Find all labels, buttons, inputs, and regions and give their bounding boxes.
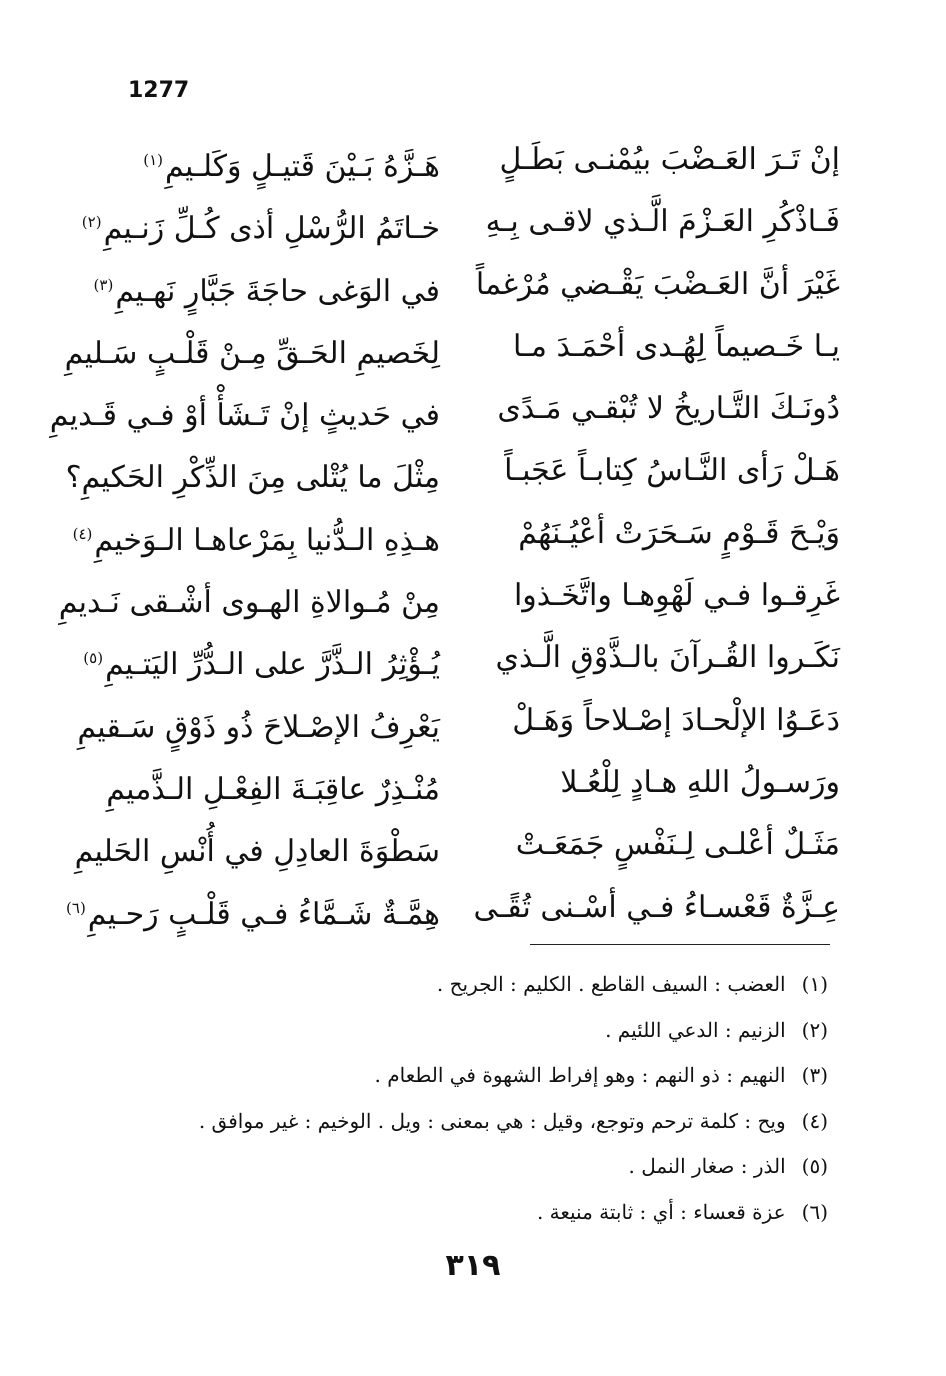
footnote-number: (٢) [801, 1017, 828, 1042]
verse-second-hemistich [120, 138, 440, 189]
verse-text: سَطْوَةَ العادِلِ في أُنْسِ الحَليمِ [74, 834, 440, 870]
footnotes [128, 962, 828, 1236]
verse-first-hemistich: يـا خَـصيماً لِهُـدى أحْمَـدَ مـا [512, 328, 840, 364]
footnote-ref: (٢) [81, 213, 102, 232]
footnote-number: (٣) [801, 1063, 828, 1088]
footnote-ref: (١) [143, 151, 164, 169]
verse-first-hemistich: دُونَـكَ التَّـاريخُ لا تُبْقـي مَـدًى [497, 391, 840, 427]
verse-second-hemistich [93, 263, 440, 314]
verse-row [74, 817, 840, 879]
verse-row [64, 319, 840, 381]
verse-second-hemistich [106, 761, 440, 812]
verse-text: في حَديثٍ إنْ تَـشَأْ أوْ فـي قَـديمِ [49, 398, 440, 434]
header-page-number: 1277 [128, 78, 190, 103]
footnote [128, 962, 828, 1008]
verse-text: في الوَغى حاجَةَ جَبَّارٍ نَهـيمِ [115, 273, 440, 309]
footnote-number: (٦) [801, 1199, 828, 1224]
verse-first-hemistich: دَعَـوُا الإلْحـادَ إصْـلاحاً وَهَـلْ [512, 702, 840, 738]
footnote-text: عزة قعساء : أي : ثابتة منيعة . [536, 1199, 786, 1224]
verse-second-hemistich [74, 823, 440, 874]
verse-text: هِمَّـةٌ شَـمَّاءُ فـي قَلْـبٍ رَحـيمِ [87, 896, 440, 932]
verse-first-hemistich: إنْ تَـرَ العَـضْبَ بيُمْنـى بَطَـلٍ [499, 142, 840, 177]
footnote-text: الزنيم : الدعي اللئيم . [605, 1017, 786, 1042]
verse-second-hemistich [66, 886, 440, 937]
verse-text: مُنْـذِرٌ عاقِبَـةَ الفِعْـلِ الـذَّميمِ [106, 771, 440, 807]
verse-second-hemistich [81, 200, 440, 251]
verse-first-hemistich: وَيْـحَ قَـوْمٍ سَـحَرَتْ أعْيُـنَهُمْ [518, 515, 840, 551]
footnote-ref: (٦) [66, 898, 86, 917]
verse-row [58, 568, 840, 630]
verse-second-hemistich [64, 325, 440, 376]
footnote [128, 1144, 828, 1190]
footnote [128, 1008, 828, 1054]
verse-second-hemistich [77, 699, 440, 750]
verse-text: هـذِهِ الـدُّنيا بِمَرْعاهـا الـوَخيمِ [94, 522, 440, 558]
verse-second-hemistich [65, 449, 440, 500]
verse-text: يُـؤْثِرُ الـذَّرَّ على الـدُّرِّ اليَتـيمِ [105, 647, 440, 683]
verse-row [81, 194, 840, 256]
footnote-number: (٥) [801, 1154, 828, 1179]
verse-text: هَـزَّهُ بَـيْنَ قَتيـلٍ وَكَلـيمِ [165, 149, 440, 184]
footnote-number: (٤) [801, 1108, 828, 1133]
footnote [128, 1190, 828, 1236]
footnote-ref: (٤) [72, 524, 93, 543]
verse-text: خـاتَمُ الرُّسْلِ أذى كُـلِّ زَنـيمِ [103, 211, 440, 247]
verse-row [77, 693, 840, 755]
verse-first-hemistich: نَكَـروا القُـرآنَ بالـذَّوْقِ الَّـذي [495, 640, 840, 676]
footnote-number: (١) [801, 972, 828, 996]
footnote-text: ويح : كلمة ترحم وتوجع، وقيل : هي بمعنى : ويل . الوخيم : غير موافق . [198, 1108, 786, 1133]
verse-first-hemistich: غَيْرَ أنَّ العَـضْبَ يَقْـضي مُرْغماً [475, 266, 840, 302]
footnote-text: النهيم : ذو النهم : وهو إفراط الشهوة في الطعام . [374, 1063, 786, 1088]
verse-first-hemistich: غَرِقـوا فـي لَهْوِهـا واتَّخَـذوا [513, 578, 840, 614]
footnote [128, 1053, 828, 1099]
footer-page-number: ٣١٩ [445, 1248, 501, 1283]
verse-row [72, 506, 840, 568]
footnote-ref: (٣) [93, 275, 114, 294]
verse-text: مِثْلَ ما يُتْلى مِنَ الذِّكْرِ الحَكيمِ؟ [65, 460, 440, 496]
verse-first-hemistich: هَـلْ رَأى النَّـاسُ كِتابـاً عَجَبـاً [504, 453, 840, 489]
footnote-text: العضب : السيف القاطع . الكليم : الجريح . [436, 972, 786, 996]
verse-first-hemistich: عِـزَّةٌ قَعْسـاءُ فـي أسْـنى تُقًـى [473, 889, 840, 925]
verse-second-hemistich [83, 636, 440, 687]
verse-row [65, 443, 840, 505]
verse-text: يَعْرِفُ الإصْـلاحَ ذُو ذَوْقٍ سَـقيمِ [77, 709, 440, 745]
verse-first-hemistich: ورَسـولُ اللهِ هـادٍ لِلْعُـلا [560, 764, 840, 800]
verse-row [66, 880, 840, 942]
verse-second-hemistich [72, 512, 440, 563]
verse-row [93, 257, 840, 319]
footnote [128, 1099, 828, 1145]
verse-second-hemistich [58, 574, 440, 625]
verse-first-hemistich: فَـاذْكُرِ العَـزْمَ الَّـذي لاقـى بِـهِ [485, 204, 840, 240]
footnote-divider [530, 944, 830, 945]
verse-row [106, 755, 840, 817]
poem [49, 132, 840, 942]
verse-text: لِخَصيمِ الحَـقِّ مِـنْ قَلْـبٍ سَـليمِ [64, 335, 440, 371]
verse-row [83, 630, 840, 692]
verse-row [49, 381, 840, 443]
verse-row [120, 132, 840, 194]
footnote-ref: (٥) [83, 649, 104, 668]
verse-second-hemistich [49, 387, 440, 438]
verse-first-hemistich: مَثَـلٌ أعْلـى لِـنَفْسٍ جَمَعَـتْ [515, 827, 840, 863]
footnote-text: الذر : صغار النمل . [628, 1154, 786, 1179]
verse-text: مِنْ مُـوالاةِ الهـوى أشْـقى نَـديمِ [58, 585, 440, 621]
